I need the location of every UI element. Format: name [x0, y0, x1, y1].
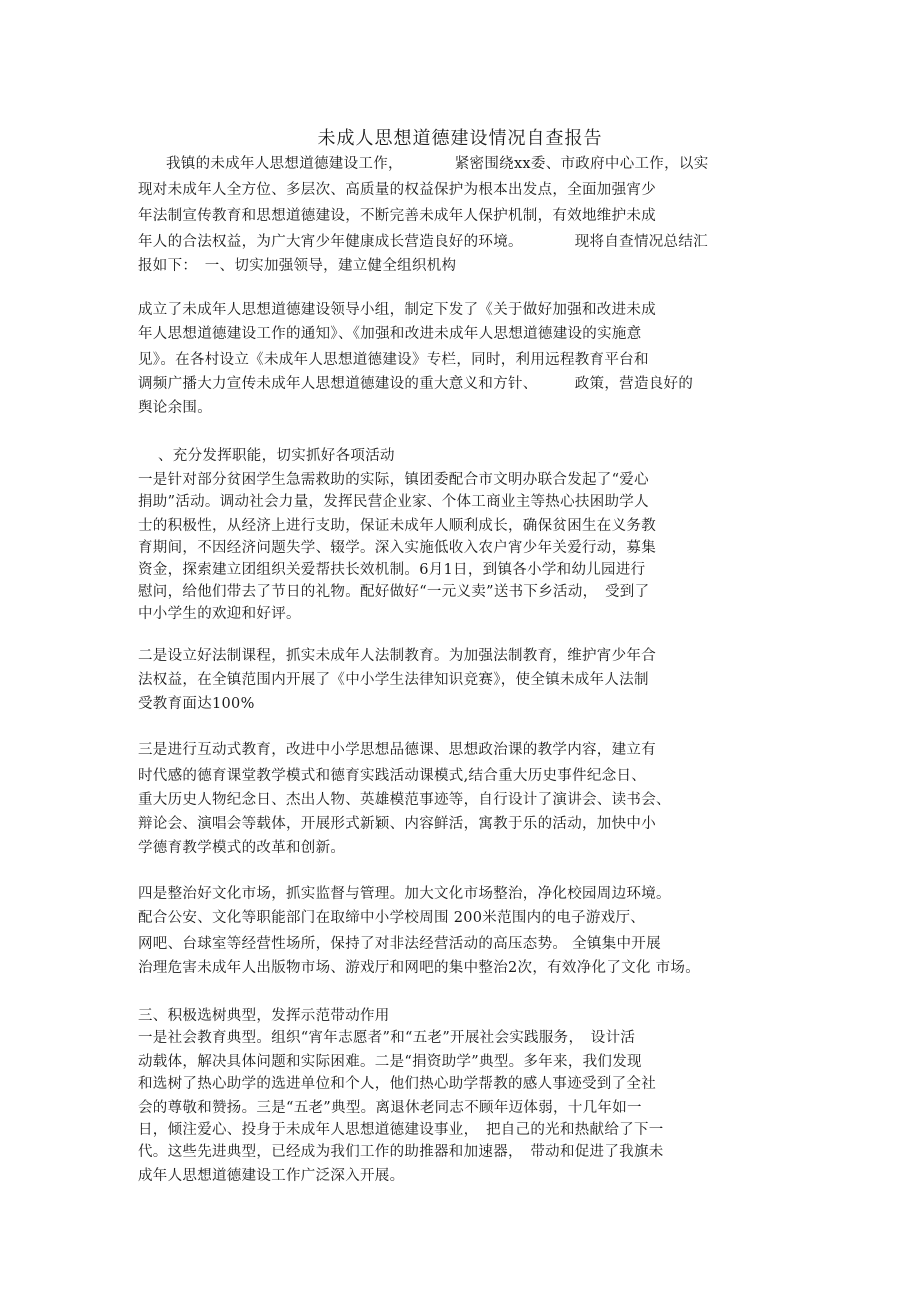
text-line: 年人思想道德建设工作的通知》、《加强和改进未成年人思想道德建设的实施意 — [138, 326, 642, 342]
page-title: 未成人思想道德建设情况自查报告 — [317, 128, 603, 149]
text-line: 现对未成年人全方位、多层次、高质量的权益保护为根本出发点，全面加强宵少 — [138, 182, 656, 198]
text-line: 年法制宣传教育和思想道德建设，不断完善未成年人保护机制，有效地维护未成 — [138, 208, 656, 224]
section-heading: 、充分发挥职能，切实抓好各项活动 — [158, 448, 395, 464]
text-line: 一是社会教育典型。组织“宵年志愿者”和“五老”开展社会实践服务， 设计活 — [138, 1030, 636, 1046]
text-line: 辩论会、演唱会等载体，开展形式新颖、内容鲜活，寓教于乐的活动，加快中小 — [138, 816, 656, 832]
text-line: 配合公安、文化等职能部门在取缔中小学校周围 200米范围内的电子游戏厅、 — [138, 910, 646, 926]
text-line: 重大历史人物纪念日、杰出人物、英雄模范事迹等，自行设计了演讲会、读书会、 — [138, 792, 671, 808]
text-line: 日，倾注爱心、投身于未成年人思想道德建设事业， 把自己的光和热献给了下一 — [138, 1122, 664, 1138]
text-line: 捐助”活动。调动社会力量，发挥民营企业家、个体工商业主等热心扶困助学人 — [138, 494, 649, 510]
text-line: 治理危害未成年人出版物市场、游戏厅和网吧的集中整治2次，有效净化了文化 市场。 — [138, 960, 701, 976]
text-line: 中小学生的欢迎和好评。 — [138, 606, 301, 622]
section-heading: 三、积极选树典型，发挥示范带动作用 — [138, 1008, 390, 1024]
text-line: 网吧、台球室等经营性场所，保持了对非法经营活动的高压态势。 全镇集中开展 — [138, 936, 661, 952]
text-line: 一是针对部分贫困学生急需救助的实际，镇团委配合市文明办联合发起了“爱心 — [138, 472, 649, 488]
text-line: 我镇的未成年人思想道德建设工作， 紧密围绕xx委、市政府中心工作，以实 — [166, 156, 709, 172]
text-line: 育期间，不因经济问题失学、辍学。深入实施低收入农户宵少年关爱行动，募集 — [138, 540, 656, 556]
text-line: 慰问，给他们带去了节日的礼物。配好做好“一元义卖”送书下乡活动， 受到了 — [138, 584, 650, 600]
text-line: 见》。在各村设立《未成年人思想道德建设》专栏，同时，利用远程教育平台和 — [138, 352, 649, 368]
text-line: 代。这些先进典型，已经成为我们工作的助推器和加速器， 带动和促进了我旗未 — [138, 1144, 664, 1160]
text-line: 法权益，在全镇范围内开展了《中小学生法律知识竞赛》，使全镇未成年人法制 — [138, 672, 649, 688]
text-line: 四是整治好文化市场，抓实监督与管理。加大文化市场整治，净化校园周边环境。 — [138, 886, 671, 902]
text-line: 学德育教学模式的改革和创新。 — [138, 840, 346, 856]
section-heading: 报如下： 一、切实加强领导，建立健全组织机构 — [138, 258, 457, 274]
text-line: 成立了未成年人思想道德建设领导小组，制定下发了《关于做好加强和改进未成 — [138, 302, 656, 318]
text-line: 年人的合法权益，为广大宵少年健康成长营造良好的环境。 现将自查情况总结汇 — [138, 234, 708, 250]
text-line: 时代感的德育课堂教学模式和德育实践活动课模式,结合重大历史事件纪念日、 — [138, 768, 647, 784]
text-line: 会的尊敬和赞扬。三是“五老”典型。离退休老同志不顾年迈体弱，十几年如一 — [138, 1100, 642, 1116]
text-line: 受教育面达100% — [138, 696, 255, 712]
text-line: 士的积极性，从经济上进行支助，保证未成年人顺利成长，确保贫困生在义务教 — [138, 518, 656, 534]
text-line: 成年人思想道德建设工作广泛深入开展。 — [138, 1168, 405, 1184]
text-line: 和选树了热心助学的选进单位和个人，他们热心助学帮教的感人事迹受到了全社 — [138, 1076, 656, 1092]
text-line: 三是进行互动式教育，改进中小学思想品德课、思想政治课的教学内容，建立有 — [138, 742, 656, 758]
text-line: 舆论余围。 — [138, 400, 212, 416]
text-line: 资金，探索建立团组织关爱帮扶长效机制。6月1日，到镇各小学和幼儿园进行 — [138, 562, 646, 578]
text-line: 二是设立好法制课程，抓实未成年人法制教育。为加强法制教育，维护宵少年合 — [138, 648, 656, 664]
text-line: 调频广播大力宣传未成年人思想道德建设的重大意义和方针、 政策，营造良好的 — [138, 376, 694, 392]
text-line: 动载体，解决具体问题和实际困难。二是“捐资助学”典型。多年来，我们发现 — [138, 1054, 642, 1070]
